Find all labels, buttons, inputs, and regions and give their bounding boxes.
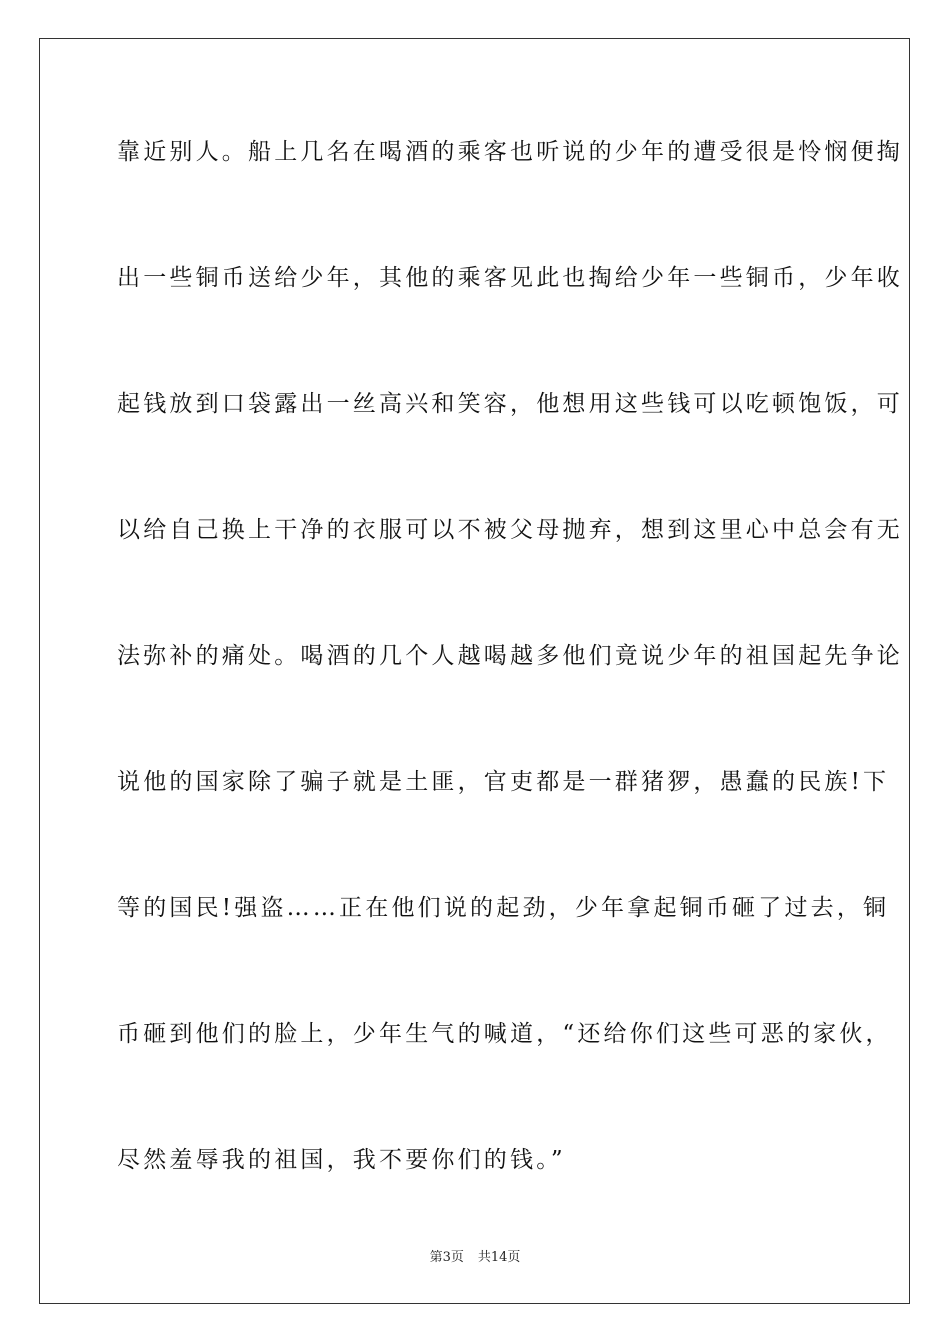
document-body [117,127,903,1261]
text-line-5: 法弥补的痛处。喝酒的几个人越喝越多他们竟说少年的祖国起先争论 [117,643,903,669]
text-line-8: 币砸到他们的脸上，少年生气的喊道，“还给你们这些可恶的家伙， [117,1021,892,1047]
page-footer [0,1246,950,1265]
text-line-1: 靠近别人。船上几名在喝酒的乘客也听说的少年的遭受很是怜悯便掏 [117,139,903,165]
text-line-3: 起钱放到口袋露出一丝高兴和笑容，他想用这些钱可以吃顿饱饭，可 [117,391,903,417]
text-line-6: 说他的国家除了骗子就是土匪，官吏都是一群猪猡，愚蠢的民族!下 [117,769,890,795]
page-number: 第3页 [429,1250,464,1265]
page-total: 共14页 [477,1250,521,1265]
text-line-9: 尽然羞辱我的祖国，我不要你们的钱。” [117,1147,566,1173]
text-line-4: 以给自己换上干净的衣服可以不被父母抛弃，想到这里心中总会有无 [117,517,903,543]
text-line-7: 等的国民!强盗……正在他们说的起劲，少年拿起铜币砸了过去，铜 [117,895,890,921]
text-line-2: 出一些铜币送给少年，其他的乘客见此也掏给少年一些铜币，少年收 [117,265,903,291]
